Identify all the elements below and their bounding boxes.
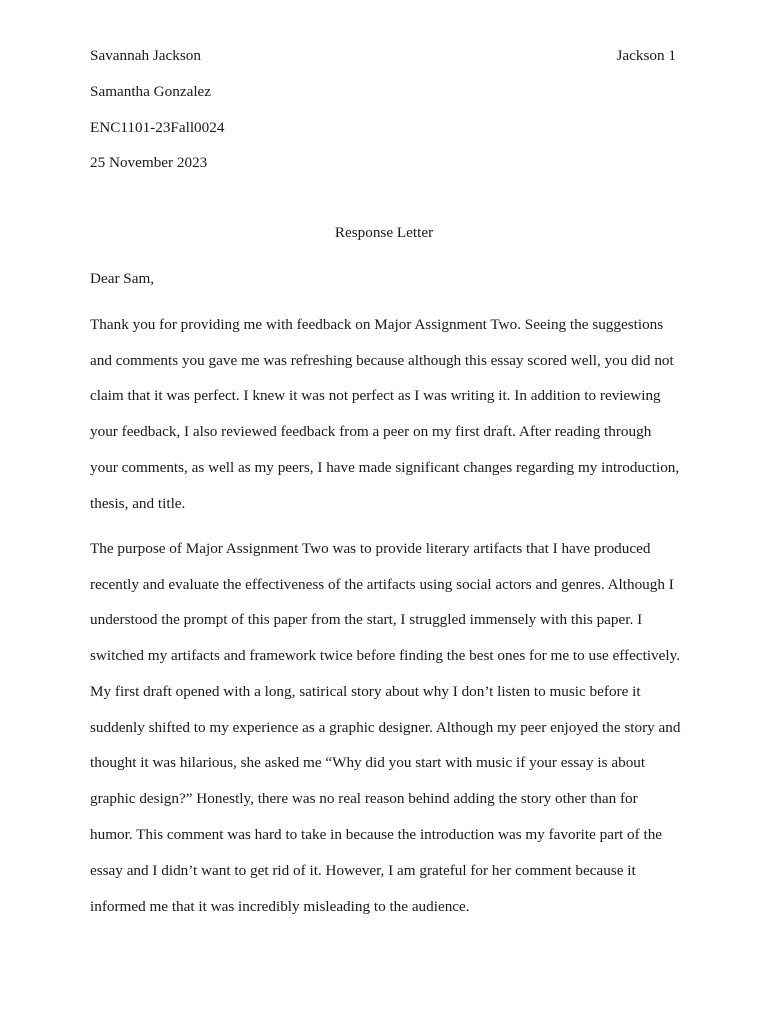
paragraph-line: understood the prompt of this paper from the start, I struggled immensely with this paper. I xyxy=(90,611,643,628)
running-head: Jackson 1 xyxy=(616,47,676,64)
paragraph-line: graphic design?” Honestly, there was no real reason behind adding the story other than for xyxy=(90,790,638,807)
document-title: Response Letter xyxy=(334,224,434,241)
paragraph-line: humor. This comment was hard to take in because the introduction was my favorite part of the xyxy=(90,826,663,843)
paragraph-line: essay and I didn’t want to get rid of it. However, I am grateful for her comment because it xyxy=(90,862,636,879)
paragraph-line: and comments you gave me was refreshing because although this essay scored well, you did not xyxy=(90,352,674,369)
paragraph-line: My first draft opened with a long, satirical story about why I don’t listen to music before it xyxy=(90,683,641,700)
paragraph-line: recently and evaluate the effectiveness of the artifacts using social actors and genres. Although I xyxy=(90,576,674,593)
paragraph-line: suddenly shifted to my experience as a graphic designer. Although my peer enjoyed the story and xyxy=(90,719,681,736)
paragraph-line: The purpose of Major Assignment Two was to provide literary artifacts that I have produced xyxy=(90,540,651,557)
paragraph-line: thesis, and title. xyxy=(90,495,186,512)
salutation: Dear Sam, xyxy=(90,270,155,287)
paragraph-line: Thank you for providing me with feedback on Major Assignment Two. Seeing the suggestions xyxy=(90,316,664,333)
paragraph-line: claim that it was perfect. I knew it was not perfect as I was writing it. In addition to reviewing xyxy=(90,387,661,404)
paragraph-line: your comments, as well as my peers, I have made significant changes regarding my introduction, xyxy=(90,459,680,476)
course-code: ENC1101-23Fall0024 xyxy=(90,119,225,136)
paragraph-line: thought it was hilarious, she asked me “Why did you start with music if your essay is about xyxy=(90,754,646,771)
paragraph-line: switched my artifacts and framework twice before finding the best ones for me to use effectively. xyxy=(90,647,680,664)
paragraph-line: your feedback, I also reviewed feedback from a peer on my first draft. After reading through xyxy=(90,423,652,440)
student-name: Savannah Jackson xyxy=(90,47,201,64)
document-date: 25 November 2023 xyxy=(90,154,208,171)
instructor-name: Samantha Gonzalez xyxy=(90,83,212,100)
paragraph-line: informed me that it was incredibly misleading to the audience. xyxy=(90,898,470,915)
